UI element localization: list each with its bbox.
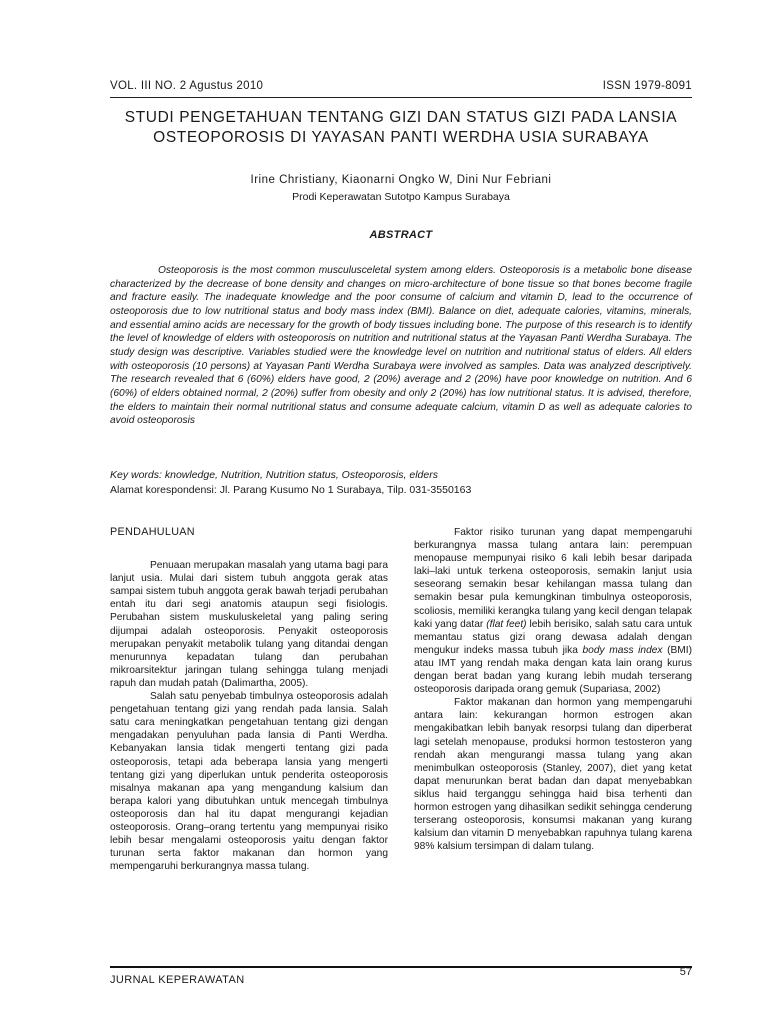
affiliation: Prodi Keperawatan Sutotpo Kampus Surabaya: [292, 191, 510, 203]
keywords: Key words: knowledge, Nutrition, Nutrition status, Osteoporosis, elders: [110, 469, 438, 481]
footer-rule: [110, 966, 692, 968]
text-run: Faktor risiko turunan yang dapat mempengaruhi berkurangnya massa tulang antara lain: perempuan menopause mempunyai risiko 6 kali lebih besar daripada laki–laki untuk terkena osteoporosis, semakin lanjut usia seseorang semakin besar kehilangan massa tulang dan semakin besar pula kemungkinan timbulnya osteoporosis, scoliosis, memiliki kerangka tulang yang kecil dengan telapak kaki yang datar: [414, 527, 692, 630]
paragraph: Penuaan merupakan masalah yang utama bagi para lanjut usia. Mulai dari sistem tubuh anggota gerak atas sampai sistem tubuh anggota gerak bawah terjadi perubahan entah itu dari segi anatomis ataupun segi fisiologis. Perubahan sistem muskuluskeletal yang paling sering dijumpai adalah osteoporosis. Penyakit osteoporosis merupakan penyakit metabolik tulang yang ditandai dengan menurunnya kepadatan tulang dan perubahan mikroarsitektur jaringan tulang sehingga tulang menjadi rapuh dan mudah patah (Dalimartha, 2005).: [110, 560, 388, 689]
page-number: 57: [679, 966, 692, 978]
abstract-text: Osteoporosis is the most common musculusceletal system among elders. Osteoporosis is a metabolic bone disease characterized by the decrease of bone density and changes on micro-architecture of bone tissue so that bones become fragile and fracture easily. The inadequate knowledge and the poor consume of calcium and vitamin D, lead to the occurrence of osteoporosis due to low nutritional status and body mass index (BMI). Balance on diet, adequate calories, vitamins, minerals, and essential amino acids are necessary for the growth of body tissues including bone. The purpose of this research is to identify the level of knowledge of elders with osteoporosis on nutrition and nutritional status at the Yayasan Panti Werdha Surabaya. The study design was descriptive. Variables studied were the knowledge level on nutrition and nutritional status of elders. All elders with osteoporosis (10 persons) at Yayasan Panti Werdha Surabaya were involved as samples. Data was analyzed descriptively. The research revealed that 6 (60%) elders have good, 2 (20%) average and 2 (20%) have poor knowledge on nutrition. And 6 (60%) of elders obtained normal, 2 (20%) suffer from obesity and only 2 (20%) has low nutritional status. It is advised, therefore, the elders to maintain their normal nutritional status and consume adequate calcium, vitamin D as well as adequate calories to avoid osteoporosis: [110, 265, 692, 427]
header-rule: [110, 97, 692, 98]
paragraph: [414, 526, 692, 696]
text-run: (BMI) atau IMT yang rendah maka dengan kata lain orang kurus dengan berat badan yang kurang lebih mudah terserang osteoporosis daripada orang gemuk (Supariasa, 2002): [414, 644, 692, 696]
volume-label: VOL. III NO. 2 Agustus 2010: [110, 80, 264, 92]
title-line-1: STUDI PENGETAHUAN TENTANG GIZI DAN STATUS GIZI PADA LANSIA: [124, 109, 678, 126]
italic-term: body mass index: [582, 644, 663, 656]
title-line-2: OSTEOPOROSIS DI YAYASAN PANTI WERDHA USIA SURABAYA: [153, 129, 649, 146]
left-column: [110, 526, 388, 873]
abstract-heading: ABSTRACT: [369, 229, 433, 241]
journal-name: JURNAL KEPERAWATAN: [110, 974, 245, 986]
correspondence-address: Alamat korespondensi: Jl. Parang Kusumo No 1 Surabaya, Tilp. 031-3550163: [110, 484, 472, 496]
text-run: lebih berisiko, salah satu cara untuk memantau status gizi orang dewasa adalah dengan mengukur indeks massa tubuh jika: [414, 618, 693, 656]
paragraph: Faktor makanan dan hormon yang mempengaruhi antara lain: kekurangan hormon estrogen akan mengakibatkan lebih banyak resorpsi tulang dan diperberat lagi setelah menopause, produksi hormon testosteron yang rendah akan mengurangi massa tulang yang akan menimbulkan osteoporosis (Stanley, 2007), diet yang ketat dapat menurunkan berat badan dan dapat menyebabkan siklus haid terganggu sehingga haid bisa terhenti dan hormon estrogen yang dihasilkan sedikit sehingga cenderung terserang osteoporosis, konsumsi makanan yang kurang kalsium dan vitamin D menyebabkan rapuhnya tulang karena 98% kalsium tersimpan di dalam tulang.: [414, 697, 692, 853]
right-column: [414, 526, 692, 853]
running-header: [110, 80, 692, 96]
paragraph: Salah satu penyebab timbulnya osteoporosis adalah pengetahuan tentang gizi yang rendah pada lansia. Salah satu cara meningkatkan pengetahuan tentang gizi dengan mengadakan penyuluhan pada lansia di Panti Werdha. Kebanyakan lansia tidak mengerti tentang gizi pada osteoporosis, tetapi ada beberapa lansia yang mengerti tentang gizi yang diperlukan untuk penderita osteoporosis misalnya makanan apa yang mengandung kalsium dan berapa kalori yang dibutuhkan untuk mencegah timbulnya osteoporosis dan hal itu dapat mengurangi kejadian osteoporosis. Orang–orang tertentu yang mempunyai risiko lebih besar mengalami osteoporosis yaitu dengan faktor turunan serta faktor makanan dan hormon yang mempengaruhi berkurangnya massa tulang.: [110, 691, 388, 873]
section-heading: PENDAHULUAN: [110, 526, 195, 538]
article-title: [110, 108, 692, 148]
authors: Irine Christiany, Kiaonarni Ongko W, Dini Nur Febriani: [250, 174, 552, 186]
issn-label: ISSN 1979-8091: [602, 80, 692, 92]
italic-term: (flat feet): [486, 618, 527, 630]
